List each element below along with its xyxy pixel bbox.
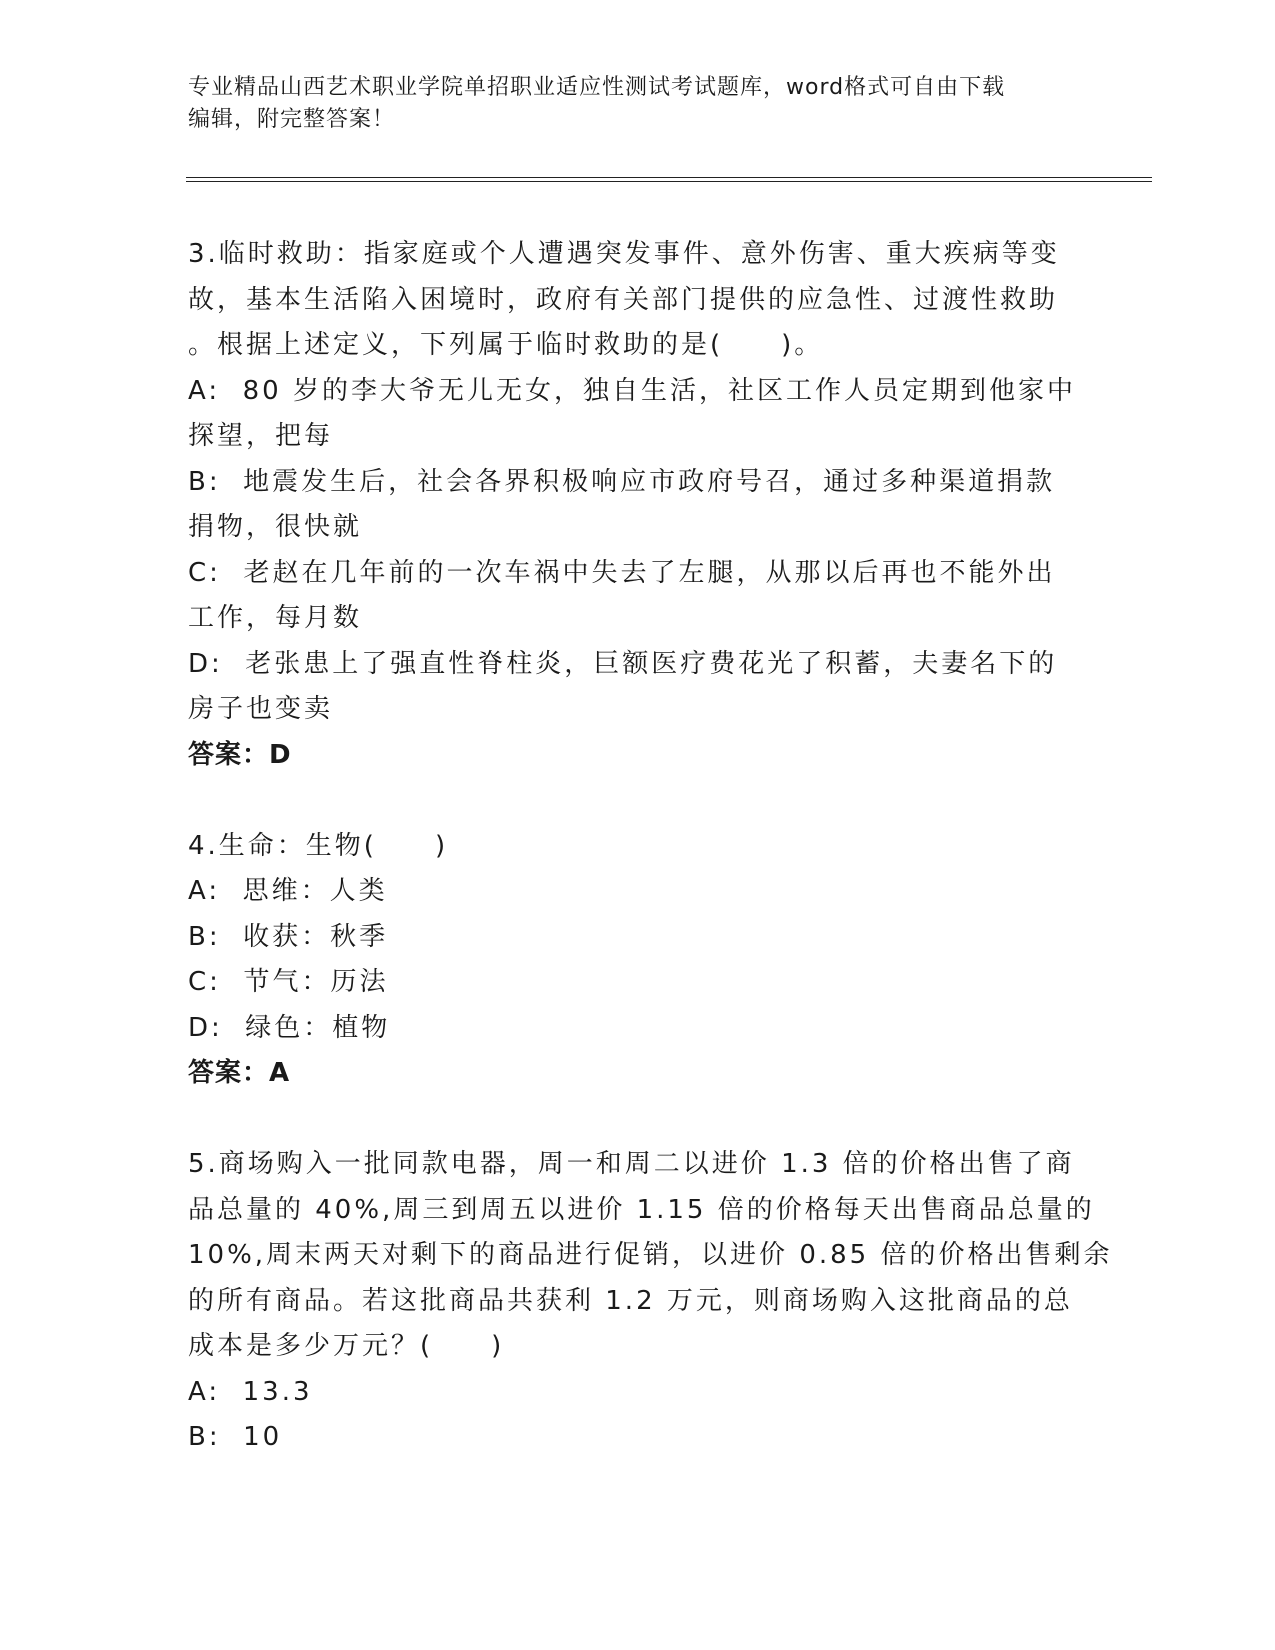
question-4 [188, 824, 1088, 1097]
question-stem-line: 10%,周末两天对剩下的商品进行促销，以进价 0.85 倍的价格出售剩余 [188, 1240, 1113, 1270]
question-stem-line: 故，基本生活陷入困境时，政府有关部门提供的应急性、过渡性救助 [188, 284, 1059, 315]
header-line: 编辑，附完整答案！ [188, 107, 396, 132]
question-stem-line: 。根据上述定义，下列属于临时救助的是( )。 [188, 330, 824, 360]
answer-label: 答案：D [188, 739, 292, 770]
header-double-rule [186, 177, 1152, 182]
question-stem-line: 品总量的 40%,周三到周五以进价 1.15 倍的价格每天出售商品总量的 [188, 1194, 1095, 1225]
option-a: A: 13.3 [188, 1376, 313, 1407]
question-stem-line: 成本是多少万元？( ) [188, 1331, 505, 1361]
option-d: D: 绿色：植物 [188, 1012, 391, 1043]
option-c: C: 老赵在几年前的一次车祸中失去了左腿，从那以后再也不能外出 [188, 557, 1056, 588]
option-c: C: 节气：历法 [188, 967, 389, 997]
spacer [188, 778, 1088, 824]
option-b: B: 地震发生后，社会各界积极响应市政府号召，通过多种渠道捐款 [188, 466, 1056, 497]
option-b-continued: 捐物，很快就 [188, 512, 363, 542]
page-header [188, 72, 1088, 136]
option-b: B: 收获：秋季 [188, 921, 389, 952]
header-line: 专业精品山西艺术职业学院单招职业适应性测试考试题库，word格式可自由下载 [188, 75, 1006, 100]
option-a: A: 80 岁的李大爷无儿无女，独自生活，社区工作人员定期到他家中 [188, 375, 1076, 406]
spacer [188, 1097, 1088, 1143]
question-3 [188, 232, 1088, 778]
option-a-continued: 探望，把每 [188, 421, 334, 451]
answer-label: 答案：A [188, 1058, 291, 1088]
option-a: A: 思维：人类 [188, 876, 388, 906]
question-list [188, 232, 1113, 1461]
question-5 [188, 1142, 1113, 1461]
question-stem-line: 5.商场购入一批同款电器，周一和周二以进价 1.3 倍的价格出售了商 [188, 1149, 1075, 1179]
option-c-continued: 工作，每月数 [188, 603, 363, 633]
question-stem-line: 的所有商品。若这批商品共获利 1.2 万元，则商场购入这批商品的总 [188, 1285, 1073, 1316]
option-d: D: 老张患上了强直性脊柱炎，巨额医疗费花光了积蓄，夫妻名下的 [188, 648, 1058, 679]
question-stem-line: 3.临时救助：指家庭或个人遭遇突发事件、意外伤害、重大疾病等变 [188, 239, 1060, 269]
question-stem-line: 4.生命：生物( ) [188, 830, 449, 861]
option-d-continued: 房子也变卖 [188, 694, 334, 724]
option-b: B: 10 [188, 1422, 283, 1452]
